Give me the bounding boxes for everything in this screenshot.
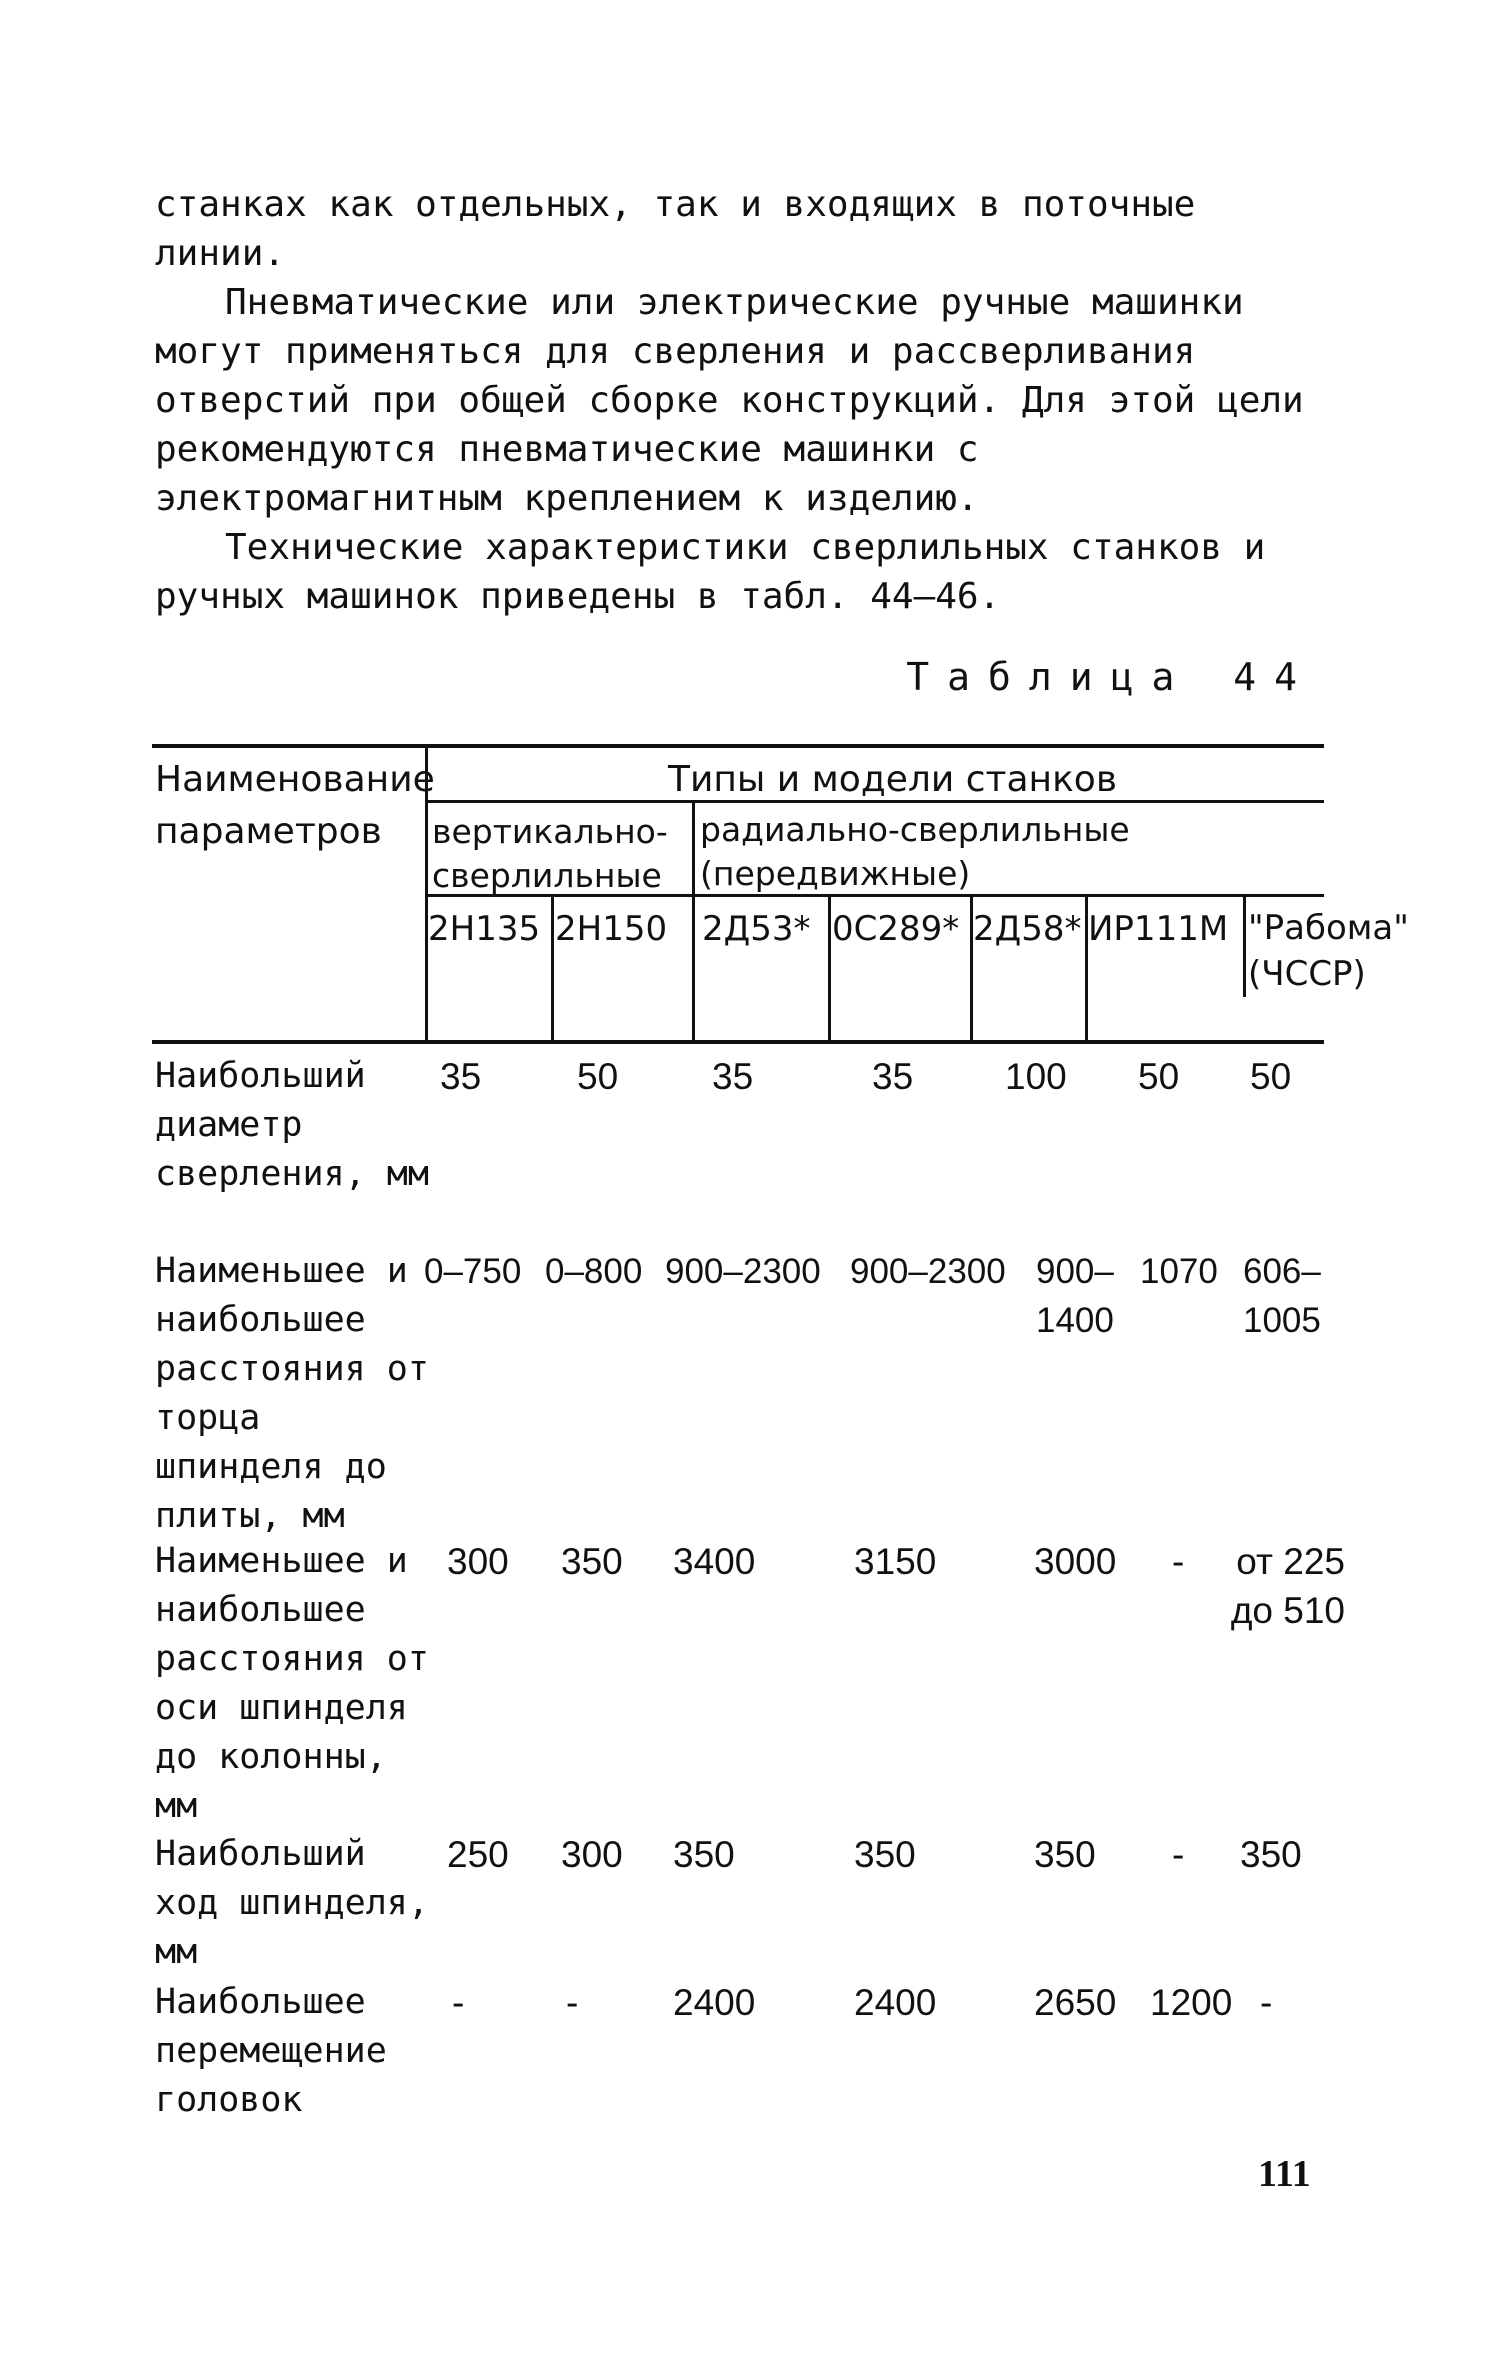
model-2n150: 2Н150 — [555, 909, 668, 949]
table-cell: 0–750 — [424, 1252, 522, 1291]
paragraph-intro-3: Технические характеристики сверлильных станков и ручных машинок приведены в табл. 44–46. — [155, 527, 1266, 617]
paragraph-intro-2: Пневматические или электрические ручные машинки могут применяться для сверления и рассверливания отверстий при общей сборке конструкций. Для этой цели рекомендуются пневматические машинки с электромагнитным креплением к изделию. — [155, 282, 1304, 519]
table-cell: 3400 — [673, 1541, 756, 1582]
table-cell: 3150 — [854, 1541, 937, 1582]
row-label-max-diameter: Наибольший диаметр сверления, мм — [155, 1056, 429, 1194]
table-cell: - — [1260, 1982, 1273, 2023]
header-vertical-line1: вертикально- — [432, 812, 668, 851]
table-cell: 35 — [872, 1056, 914, 1097]
table-cell: 300 — [561, 1834, 623, 1875]
table-cell: 900–2300 — [665, 1252, 821, 1291]
table-cell: 2400 — [854, 1982, 937, 2023]
col-divider-1 — [551, 897, 554, 1042]
table-cell: 350 — [1240, 1834, 1302, 1875]
header-bottom-rule — [152, 1040, 1324, 1044]
header-param-line2: параметров — [155, 811, 382, 852]
model-2d53: 2Д53* — [702, 909, 811, 949]
table-cell: 350 — [1034, 1834, 1096, 1875]
header-vertical-line2: сверлильные — [432, 856, 662, 895]
table-cell: 35 — [440, 1056, 482, 1097]
table-cell: 350 — [854, 1834, 916, 1875]
table-cell: - — [566, 1982, 579, 2023]
table-cell: 50 — [1250, 1056, 1292, 1097]
row-label-spindle-stroke: Наибольший ход шпинделя, мм — [155, 1834, 429, 1972]
table-cell: 350 — [561, 1541, 623, 1582]
model-raboma: "Рабома" (ЧССР) — [1248, 908, 1409, 994]
table-cell: 606–1005 — [1243, 1252, 1321, 1340]
table-cell: 1200 — [1150, 1982, 1233, 2023]
header-param-line1: Наименование — [155, 759, 435, 800]
model-2n135: 2Н135 — [428, 909, 541, 949]
page-number: 111 — [1258, 2153, 1311, 2195]
table-cell: 2400 — [673, 1982, 756, 2023]
table-cell: 350 — [673, 1834, 735, 1875]
model-ir111m: ИР111М — [1088, 909, 1229, 949]
table-cell: - — [1172, 1834, 1185, 1875]
table-cell: 2650 — [1034, 1982, 1117, 2023]
table-cell: 900–2300 — [850, 1252, 1006, 1291]
table-cell: 900–1400 — [1036, 1252, 1114, 1340]
table-cell: 300 — [447, 1541, 509, 1582]
table-cell: 250 — [447, 1834, 509, 1875]
paragraph-intro-1: станках как отдельных, так и входящих в поточные линии. — [155, 184, 1196, 274]
row-label-spindle-to-table: Наименьшее и наибольшее расстояния от торца шпинделя до плиты, мм — [155, 1251, 429, 1536]
col-divider-3 — [828, 897, 831, 1042]
table-cell: 0–800 — [545, 1252, 643, 1291]
header-radial — [700, 808, 1320, 896]
table-cell: 1070 — [1140, 1252, 1218, 1291]
header-radial-text: радиально-сверлильные (передвижные) — [700, 810, 1130, 893]
table-top-rule — [152, 744, 1324, 748]
table-cell: - — [1172, 1541, 1185, 1582]
col-divider-6 — [1243, 897, 1246, 997]
table-cell: от 225 до 510 — [1230, 1541, 1345, 1631]
model-2d58: 2Д58* — [973, 909, 1082, 949]
table-cell: 50 — [1138, 1056, 1180, 1097]
table-caption: Таблица 44 — [906, 655, 1315, 699]
table-cell: 100 — [1005, 1056, 1067, 1097]
header-group-title: Типы и модели станков — [668, 759, 1118, 800]
row-label-head-travel: Наибольшее перемещение головок — [155, 1982, 387, 2120]
row-label-spindle-to-column: Наименьшее и наибольшее расстояния от оси шпинделя до колонны, мм — [155, 1541, 429, 1826]
col-divider-vertical-group — [692, 803, 695, 1042]
model-0s289: 0С289* — [832, 909, 960, 949]
table-cell: 3000 — [1034, 1541, 1117, 1582]
table-cell: 35 — [712, 1056, 754, 1097]
table-cell: - — [452, 1982, 465, 2023]
table-cell: 50 — [577, 1056, 619, 1097]
